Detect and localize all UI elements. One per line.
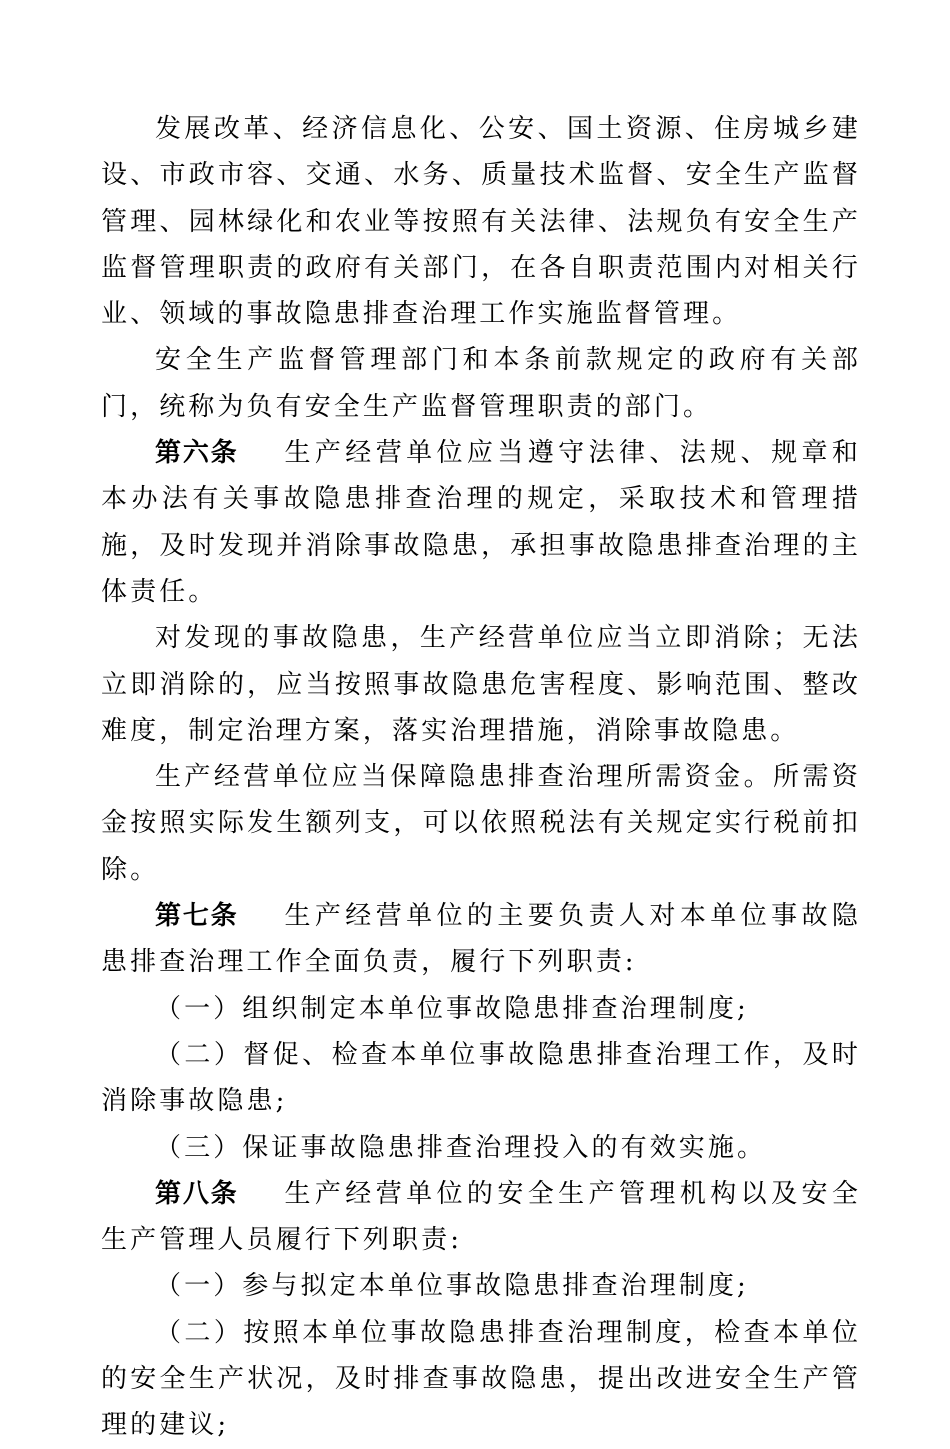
article-text: 生产经营单位应当遵守法律、法规、规章和本办法有关事故隐患排查治理的规定，采取技术和管理措施，及时发现并消除事故隐患，承担事故隐患排查治理的主体责任。 bbox=[101, 438, 861, 607]
article-text: 生产经营单位的主要负责人对本单位事故隐患排查治理工作全面负责，履行下列职责: bbox=[101, 901, 861, 978]
document-page bbox=[101, 106, 861, 1449]
article-paragraph bbox=[101, 1171, 861, 1264]
article-paragraph bbox=[101, 430, 861, 615]
paragraph: 对发现的事故隐患，生产经营单位应当立即消除；无法立即消除的，应当按照事故隐患危害程度、影响范围、整改难度，制定治理方案，落实治理措施，消除事故隐患。 bbox=[101, 623, 861, 746]
list-item: （三）保证事故隐患排查治理投入的有效实施。 bbox=[155, 1132, 767, 1163]
article-title: 第八条 bbox=[155, 1178, 239, 1209]
article-title: 第七条 bbox=[155, 901, 239, 932]
list-item: （二）按照本单位事故隐患排查治理制度，检查本单位的安全生产状况，及时排查事故隐患，提出改进安全生产管理的建议; bbox=[101, 1317, 861, 1441]
article-text: 生产经营单位的安全生产管理机构以及安全生产管理人员履行下列职责: bbox=[101, 1178, 861, 1256]
list-item: （一）参与拟定本单位事故隐患排查治理制度; bbox=[155, 1271, 749, 1302]
paragraph: 发展改革、经济信息化、公安、国土资源、住房城乡建设、市政市容、交通、水务、质量技术监督、安全生产监督管理、园林绿化和农业等按照有关法律、法规负有安全生产监督管理职责的政府有关部门，在各自职责范围内对相关行业、领域的事故隐患排查治理工作实施监督管理。 bbox=[101, 114, 861, 330]
list-item: （二）督促、检查本单位事故隐患排查治理工作，及时消除事故隐患; bbox=[101, 1039, 861, 1117]
list-item: （一）组织制定本单位事故隐患排查治理制度; bbox=[155, 993, 749, 1024]
paragraph: 安全生产监督管理部门和本条前款规定的政府有关部门，统称为负有安全生产监督管理职责的部门。 bbox=[101, 345, 861, 422]
paragraph: 生产经营单位应当保障隐患排查治理所需资金。所需资金按照实际发生额列支，可以依照税法有关规定实行税前扣除。 bbox=[101, 762, 861, 885]
article-title: 第六条 bbox=[155, 438, 239, 469]
article-paragraph bbox=[101, 893, 861, 986]
